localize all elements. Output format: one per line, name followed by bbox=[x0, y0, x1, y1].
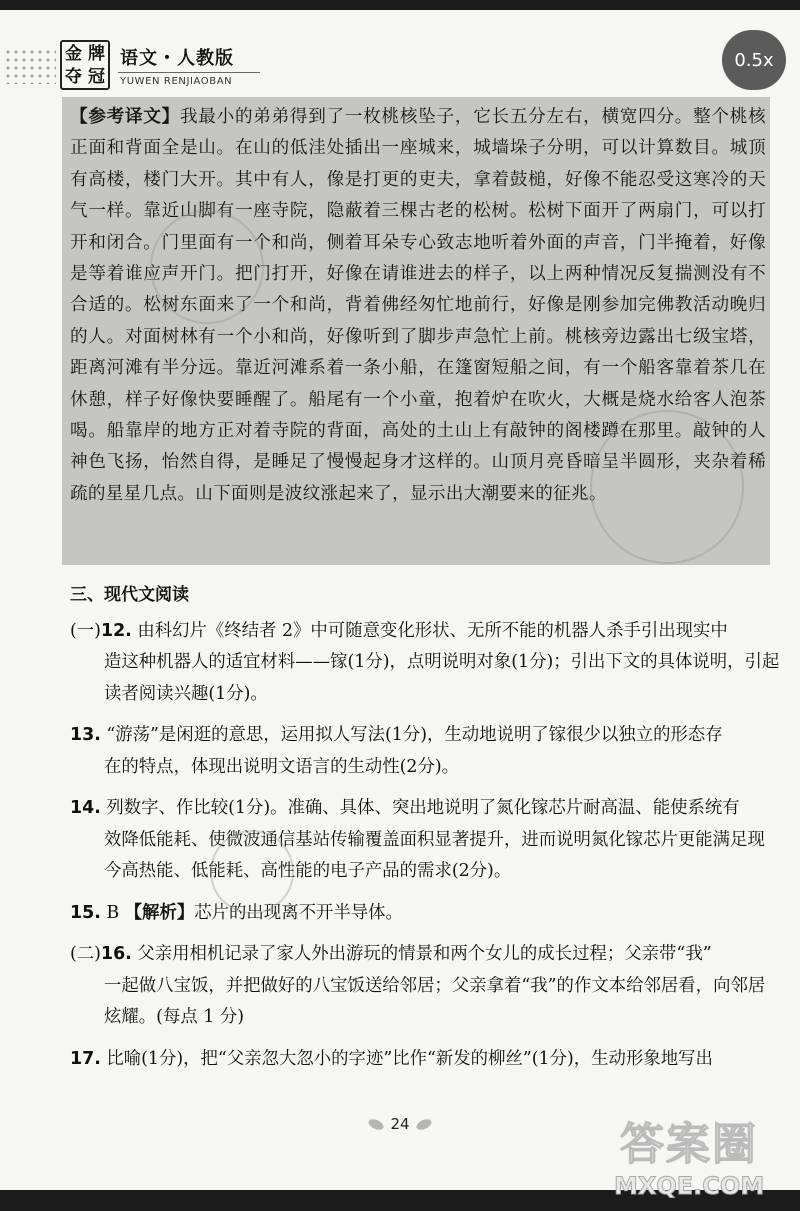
translation-tag: 【参考译文】 bbox=[70, 106, 180, 127]
faded-stamp bbox=[210, 830, 294, 914]
question-number: 17. bbox=[70, 1048, 101, 1069]
answer-section bbox=[70, 580, 780, 1075]
document-page bbox=[0, 10, 800, 1190]
answer-item-12 bbox=[70, 616, 780, 648]
watermark-url: MXQE.COM bbox=[614, 1172, 765, 1200]
header-divider bbox=[118, 72, 260, 73]
header-dot-pattern bbox=[4, 48, 56, 84]
logo-char: 冠 bbox=[88, 66, 105, 87]
answer-continuation: 在的特点，体现出说明文语言的生动性(2分)。 bbox=[104, 756, 460, 777]
question-number: 12. bbox=[100, 620, 132, 641]
question-number: 16. bbox=[100, 944, 132, 964]
zoom-level-button[interactable]: 0.5x bbox=[722, 30, 786, 90]
answer-choice: B bbox=[106, 902, 120, 923]
answer-text: 芯片的出现离不开半导体。 bbox=[194, 902, 403, 923]
faded-stamp bbox=[150, 210, 264, 324]
answer-item-16 bbox=[70, 939, 780, 971]
answer-text: 由科幻片《终结者 2》中可随意变化形状、无所不能的机器人杀手引出现实中 bbox=[137, 620, 728, 641]
section-title: 三、现代文阅读 bbox=[70, 585, 189, 605]
faded-stamp bbox=[590, 410, 744, 564]
answer-text: 比喻(1分)，把“父亲忽大忽小的字迹”比作“新发的柳丝”(1分)，生动形象地写出 bbox=[106, 1048, 713, 1069]
answer-continuation: 一起做八宝饭，并把做好的八宝饭送给邻居；父亲拿着“我”的作文本给邻居看，向邻居炫耀。(每点 1 分) bbox=[104, 975, 766, 1027]
logo-char: 夺 bbox=[65, 66, 82, 87]
book-subtitle: YUWEN RENJIAOBAN bbox=[120, 76, 233, 87]
item-prefix: (二) bbox=[70, 944, 101, 964]
analysis-tag: 【解析】 bbox=[124, 902, 195, 923]
leaf-icon bbox=[367, 1117, 385, 1132]
answer-item-13 bbox=[70, 720, 780, 752]
answer-item-14 bbox=[70, 793, 780, 825]
book-title: 语文・人教版 bbox=[120, 48, 234, 69]
logo-char: 金 bbox=[65, 43, 82, 64]
translation-text: 我最小的弟弟得到了一枚桃核坠子，它长五分左右，横宽四分。整个桃核正面和背面全是山。在山的低洼处插出一座城来，城墙垛子分明，可以计算数目。城顶有高楼，楼门大开。其中有人，像是打更的吏夫，拿着鼓槌，好像不能忍受这寒冷的天气一样。靠近山脚有一座寺院，隐蔽着三棵古老的松树。松树下面开了两扇门，可以打开和闭合。门里面有一个和尚，侧着耳朵专心致志地听着外面的声音，门半掩着，好像是等着谁应声开门。把门打开，好像在请谁进去的样子，以上两种情况反复揣测没有不合适的。松树东面来了一个和尚，背着佛经匆忙地前行，好像是刚参加完佛教活动晚归的人。对面树林有一个小和尚，好像听到了脚步声急忙上前。桃核旁边露出七级宝塔，距离河滩有半分远。靠近河滩系着一条小船，在篷窗短船之间，有一个船客靠着茶几在休憩，样子好像快要睡醒了。船尾有一个小童，抱着炉在吹火，大概是烧水给客人泡茶喝。船靠岸的地方正对着寺院的背面，高处的土山上有敲钟的阁楼蹲在那里。敲钟的人神色飞扬，怡然自得，是睡足了慢慢起身才这样的。山顶月亮昏暗呈半圆形，夹杂着稀疏的星星几点。山下面则是波纹涨起来了，显示出大潮要来的征兆。 bbox=[70, 107, 766, 504]
answer-text: “游荡”是闲逛的意思，运用拟人写法(1分)，生动地说明了镓很少以独立的形态存 bbox=[106, 725, 723, 745]
leaf-icon bbox=[414, 1117, 432, 1132]
answer-text: 列数字、作比较(1分)。准确、具体、突出地说明了氮化镓芯片耐高温、能使系统有 bbox=[106, 798, 740, 818]
logo-char: 牌 bbox=[88, 43, 105, 64]
answer-continuation: 效降低能耗、使微波通信基站传输覆盖面积显著提升，进而说明氮化镓芯片更能满足现今高热能、低能耗、高性能的电子产品的需求(2分)。 bbox=[104, 829, 765, 881]
answer-item-15 bbox=[70, 898, 780, 930]
question-number: 15. bbox=[70, 902, 101, 923]
question-number: 14. bbox=[70, 798, 101, 818]
answer-item-17 bbox=[70, 1044, 780, 1076]
question-number: 13. bbox=[70, 725, 101, 745]
answer-continuation: 造这种机器人的适宜材料——镓(1分)，点明说明对象(1分)；引出下文的具体说明，引起读者阅读兴趣(1分)。 bbox=[104, 652, 780, 704]
watermark-logo: 答案圈 bbox=[620, 1119, 758, 1170]
brand-logo bbox=[60, 40, 110, 90]
item-prefix: (一) bbox=[70, 620, 101, 641]
answer-text: 父亲用相机记录了家人外出游玩的情景和两个女儿的成长过程；父亲带“我” bbox=[137, 944, 712, 964]
site-watermark bbox=[610, 1108, 790, 1208]
page-number-text: 24 bbox=[390, 1115, 410, 1133]
